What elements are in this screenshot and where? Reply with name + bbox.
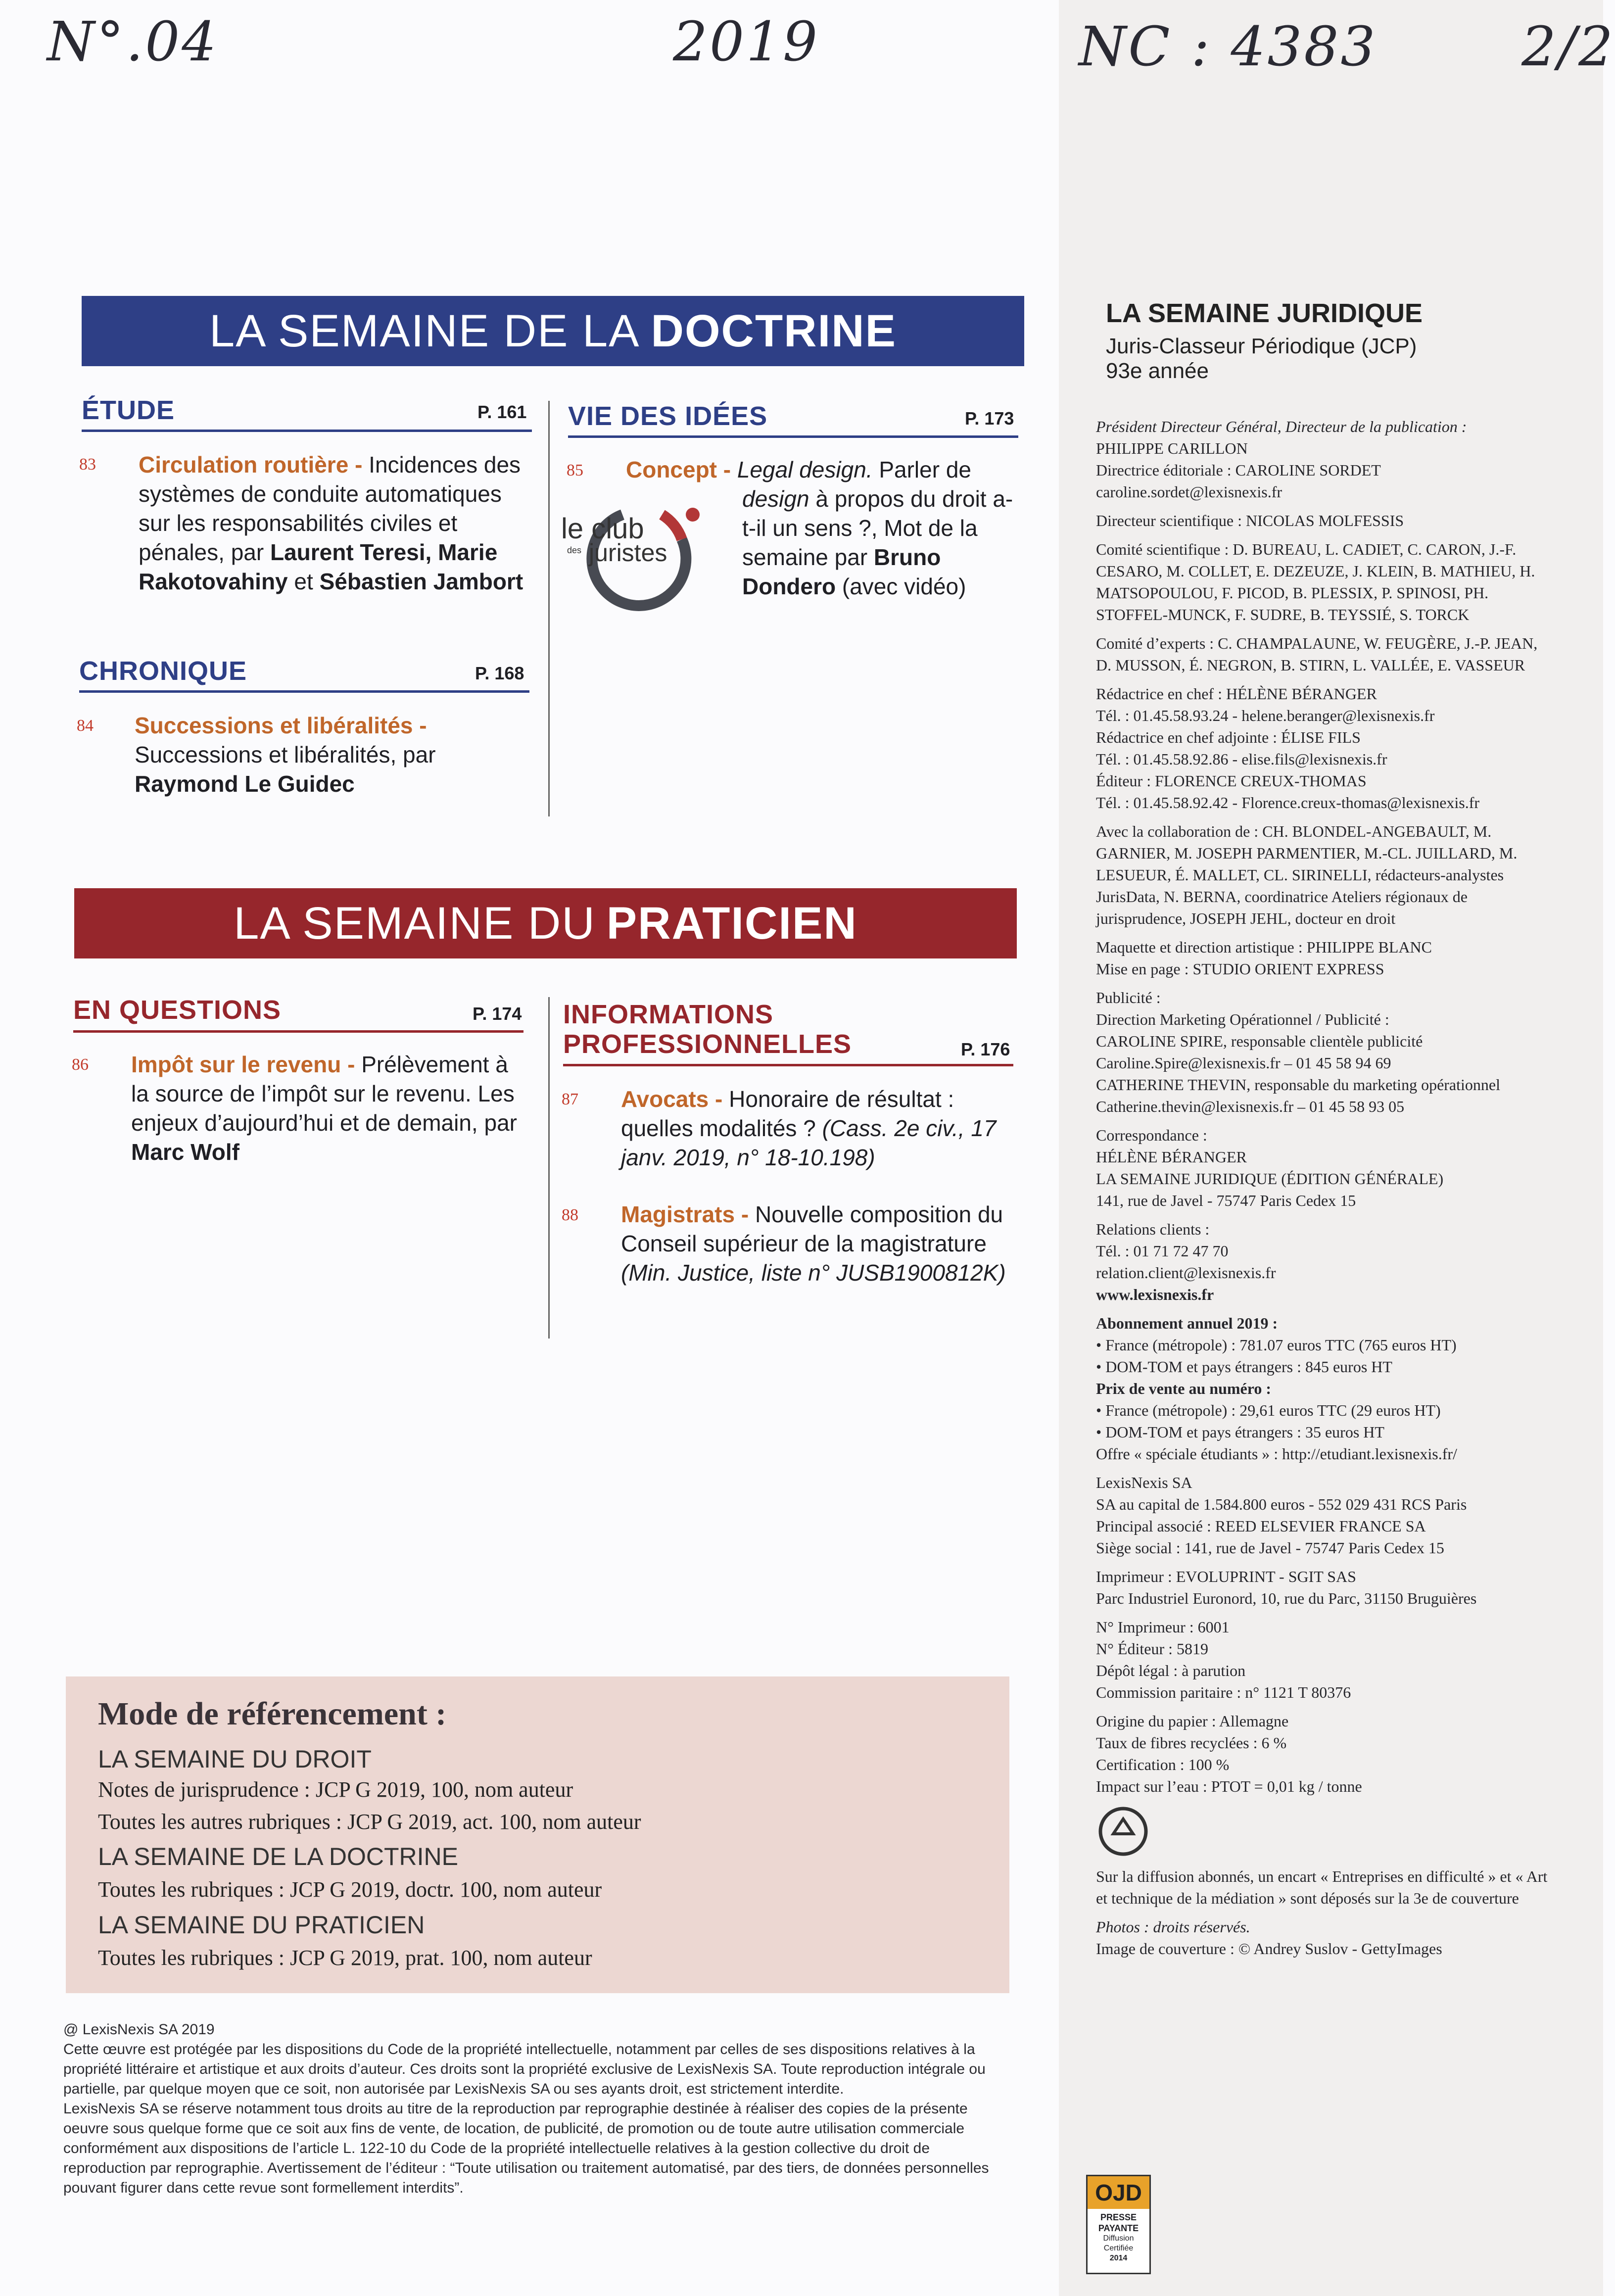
vie-text-1: Parler de — [879, 457, 971, 482]
ref-heading-droit: LA SEMAINE DU DROIT — [98, 1745, 372, 1773]
questions-keyword: Impôt sur le revenu - — [131, 1052, 355, 1077]
item-num-88: 88 — [562, 1206, 578, 1224]
infos-title-1: INFORMATIONS — [563, 1000, 773, 1029]
ojd-certifiee: Certifiée — [1103, 2244, 1134, 2252]
questions-author: Marc Wolf — [131, 1139, 239, 1165]
item-num-85: 85 — [567, 461, 583, 479]
magistrats-keyword: Magistrats - — [621, 1201, 749, 1227]
avocats-ref: (Cass. 2e civ., 17 janv. 2019, n° 18-10.198) — [621, 1115, 997, 1170]
mast-pub-thevin: CATHERINE THEVIN, responsable du marketing opérationnel — [1096, 1076, 1500, 1094]
mast-rel-label: Relations clients : — [1096, 1220, 1210, 1238]
mast-rel-tel[interactable]: Tél. : 01 71 72 47 70 — [1096, 1242, 1229, 1260]
praticien-banner-bold: PRATICIEN — [606, 898, 857, 949]
mast-prix-france: • France (métropole) : 29,61 euros TTC (29 euros HT) — [1096, 1401, 1441, 1419]
infos-page: P. 176 — [961, 1039, 1010, 1059]
mast-imprimeur: Imprimeur : EVOLUPRINT - SGIT SAS — [1096, 1568, 1356, 1585]
infos-rule — [563, 1064, 1013, 1066]
ref-line-2: Toutes les autres rubriques : JCP G 2019, act. 100, nom auteur — [98, 1810, 641, 1834]
vie-page: P. 173 — [965, 408, 1014, 429]
mast-dir-edit: Directrice éditoriale : CAROLINE SORDET — [1096, 461, 1381, 479]
club-logo-text-2: des — [567, 545, 582, 555]
handwritten-part: 2/2 — [1521, 15, 1615, 78]
mast-papier-origine: Origine du papier : Allemagne — [1096, 1712, 1289, 1730]
etude-and: et — [294, 569, 313, 594]
mast-collaboration: Avec la collaboration de : CH. BLONDEL-ANGEBAULT, M. GARNIER, M. JOSEPH PARMENTIER, M.-CL. JUILLARD, M. LESUEUR, É. MALLET, CL. SIRINELLI, rédacteurs-analystes JurisData, N. BERNA, coordinatrice Ateliers régionaux de jurisprudence, JOSEPH JEHL, docteur en droit — [1096, 822, 1518, 927]
chronique-item[interactable] — [135, 711, 521, 799]
masthead-subtitle — [1106, 334, 1417, 383]
mast-num-imprimeur: N° Imprimeur : 6001 — [1096, 1618, 1230, 1636]
mast-comite-sci: Comité scientifique : D. BUREAU, L. CADIET, C. CARON, J.-F. CESARO, M. COLLET, E. DEZEUZE, J. KLEIN, B. MATHIEU, H. MATSOPOULOU, F. PICOD, B. PLESSIX, P. SPINOSI, PH. STOFFEL-MUNCK, F. SUDRE, B. TEYSSIÉ, S. TORCK — [1096, 540, 1535, 623]
item-num-87: 87 — [562, 1090, 578, 1108]
etude-keyword: Circulation routière - — [139, 452, 363, 478]
legal-paragraph-2: LexisNexis SA se réserve notamment tous droits au titre de la reproduction par reprographie destinée à réaliser des copies de la présente oeuvre sous quelque forme que ce soit aux fins de vente, de location, de publicité, de promotion ou de toute autre utilisation commerciale conformément aux dispositions de l’article L. 122-10 du Code de la propriété intellectuelle relatives à la gestion collective du droit de reproduction par reprographie. Avertissement de l’éditeur : “Toute utilisation ou traitement automatisé, par des tiers, de données personnelles pouvant figurer dans cette revue sont formellement interdits”. — [63, 2101, 989, 2196]
praticien-banner — [74, 888, 1017, 958]
mast-siege: Siège social : 141, rue de Javel - 75747 Paris Cedex 15 — [1096, 1539, 1444, 1557]
ojd-diffusion: Diffusion — [1103, 2234, 1134, 2243]
etude-title: ÉTUDE — [82, 395, 175, 425]
item-num-86: 86 — [72, 1055, 89, 1074]
mast-papier-fibres: Taux de fibres recyclées : 6 % — [1096, 1734, 1287, 1752]
item-num-84: 84 — [77, 717, 94, 735]
mast-image-couverture: Image de couverture : © Andrey Suslov - GettyImages — [1096, 1940, 1442, 1958]
vie-text-2: à propos du droit a-t-il un sens ?, Mot de la semaine par — [742, 486, 1013, 570]
doctrine-banner-light: LA SEMAINE DE LA — [209, 305, 640, 356]
chronique-text: Successions et libéralités, — [135, 742, 397, 767]
etude-author2: Sébastien Jambort — [319, 569, 523, 594]
mast-rel-email[interactable]: relation.client@lexisnexis.fr — [1096, 1264, 1276, 1282]
mast-associe: Principal associé : REED ELSEVIER FRANCE SA — [1096, 1517, 1426, 1535]
mast-photos: Photos : droits réservés. — [1096, 1918, 1250, 1936]
infos-item-avocats[interactable] — [621, 1085, 1017, 1172]
mast-pub-spire: CAROLINE SPIRE, responsable clientèle publicité — [1096, 1032, 1423, 1050]
praticien-banner-light: LA SEMAINE DU — [234, 898, 596, 949]
chronique-page: P. 168 — [475, 663, 524, 683]
mast-pdg-name: PHILIPPE CARILLON — [1096, 439, 1248, 457]
etude-item[interactable] — [139, 450, 524, 596]
mast-mise-en-page: Mise en page : STUDIO ORIENT EXPRESS — [1096, 960, 1384, 978]
mast-dir-edit-email[interactable]: caroline.sordet@lexisnexis.fr — [1096, 483, 1282, 501]
handwritten-number: N°.04 — [47, 10, 219, 73]
club-des-juristes-logo — [563, 495, 712, 619]
chronique-title: CHRONIQUE — [79, 656, 247, 686]
vie-rule — [568, 435, 1018, 438]
mast-editeur: Éditeur : FLORENCE CREUX-THOMAS — [1096, 772, 1367, 790]
ref-line-3: Toutes les rubriques : JCP G 2019, doctr. 100, nom auteur — [98, 1877, 602, 1902]
recycle-icon — [1096, 1804, 1150, 1859]
mast-encart: Sur la diffusion abonnés, un encart « Entreprises en difficulté » et « Art et technique de la médiation » sont déposés sur la 3e de couverture — [1096, 1867, 1548, 1907]
magistrats-text: Nouvelle composition du Conseil supérieur de la magistrature — [621, 1201, 1003, 1256]
infos-title — [563, 1000, 852, 1059]
mast-comite-experts: Comité d’experts : C. CHAMPALAUNE, W. FEUGÈRE, J.-P. JEAN, D. MUSSON, É. NEGRON, B. STIRN, L. VALLÉE, E. VASSEUR — [1096, 634, 1538, 674]
avocats-keyword: Avocats - — [621, 1086, 723, 1112]
ref-heading-praticien: LA SEMAINE DU PRATICIEN — [98, 1911, 425, 1939]
mast-abo-france: • France (métropole) : 781.07 euros TTC (765 euros HT) — [1096, 1336, 1457, 1354]
mast-redac-adj: Rédactrice en chef adjointe : ÉLISE FILS — [1096, 728, 1361, 746]
club-logo-text-1: le club — [561, 513, 644, 545]
ref-heading-doctrine: LA SEMAINE DE LA DOCTRINE — [98, 1843, 458, 1870]
vie-legal-design: Legal design. — [737, 457, 873, 482]
ref-line-1: Notes de jurisprudence : JCP G 2019, 100, nom auteur — [98, 1777, 573, 1802]
vie-title: VIE DES IDÉES — [568, 401, 768, 431]
chronique-author: Raymond Le Guidec — [135, 771, 355, 797]
ojd-badge — [1086, 2175, 1151, 2274]
mast-capital: SA au capital de 1.584.800 euros - 552 029 431 RCS Paris — [1096, 1495, 1467, 1513]
ojd-logo-text: OJD — [1088, 2176, 1149, 2209]
masthead-sub: Juris-Classeur Périodique (JCP) — [1106, 334, 1417, 358]
vie-keyword: Concept - — [626, 457, 731, 482]
mast-website-link[interactable]: www.lexisnexis.fr — [1096, 1286, 1214, 1303]
masthead-title: LA SEMAINE JURIDIQUE — [1106, 298, 1423, 328]
mast-imprimeur-address: Parc Industriel Euronord, 10, rue du Parc, 31150 Bruguières — [1096, 1589, 1477, 1607]
mast-pub-direction: Direction Marketing Opérationnel / Publicité : — [1096, 1010, 1389, 1028]
mast-maquette: Maquette et direction artistique : PHILIPPE BLANC — [1096, 938, 1432, 956]
praticien-column-divider — [548, 997, 550, 1339]
vie-tail: (avec vidéo) — [842, 574, 966, 599]
mast-papier-certif: Certification : 100 % — [1096, 1756, 1230, 1773]
chronique-keyword: Successions et libéralités - — [135, 713, 427, 738]
questions-title: EN QUESTIONS — [73, 995, 282, 1025]
mast-abonnement: Abonnement annuel 2019 : — [1096, 1314, 1278, 1332]
mast-redac-adj-contact[interactable]: Tél. : 01.45.58.92.86 - elise.fils@lexisnexis.fr — [1096, 750, 1387, 768]
etude-text: Incidences des systèmes de conduite automatiques sur les responsabilités civiles et pénales, par — [139, 452, 521, 565]
handwritten-year: 2019 — [673, 10, 819, 73]
chronique-rule — [79, 690, 529, 693]
doctrine-column-divider — [548, 401, 550, 816]
mast-pub-spire-contact[interactable]: Caroline.Spire@lexisnexis.fr – 01 45 58 94 69 — [1096, 1054, 1391, 1072]
mast-depot-legal: Dépôt légal : à parution — [1096, 1662, 1246, 1679]
ojd-year: 2014 — [1109, 2254, 1128, 2262]
magistrats-ref: (Min. Justice, liste n° JUSB1900812K) — [621, 1260, 1006, 1286]
mast-pub-label: Publicité : — [1096, 989, 1161, 1006]
mast-corresp-pub: LA SEMAINE JURIDIQUE (ÉDITION GÉNÉRALE) — [1096, 1170, 1444, 1188]
ojd-payante: PAYANTE — [1098, 2223, 1139, 2233]
mast-redac-chef-contact[interactable]: Tél. : 01.45.58.93.24 - helene.beranger@lexisnexis.fr — [1096, 707, 1435, 724]
chronique-par: par — [403, 742, 436, 767]
avocats-text: Honoraire de résultat : quelles modalités ? — [621, 1086, 954, 1141]
infos-title-2: PROFESSIONNELLES — [563, 1029, 852, 1059]
vie-item-cont[interactable] — [742, 484, 1019, 601]
etude-authors: Laurent Teresi, Marie Rakotovahiny — [139, 539, 498, 594]
mast-dir-sci: Directeur scientifique : NICOLAS MOLFESSIS — [1096, 512, 1404, 529]
recycle-icon-wrap — [1096, 1804, 1551, 1859]
referencement-title: Mode de référencement : — [98, 1696, 447, 1732]
masthead-body — [1096, 416, 1551, 1966]
handwritten-nc: NC : 4383 — [1079, 15, 1378, 78]
item-num-83: 83 — [79, 455, 96, 474]
masthead-annee: 93e année — [1106, 359, 1209, 383]
infos-item-magistrats[interactable] — [621, 1200, 1017, 1288]
vie-design: design — [742, 486, 809, 512]
legal-paragraph-1: Cette œuvre est protégée par les dispositions du Code de la propriété intellectuelle, notamment par celles de ses dispositions relatives à la propriété littéraire et artistique et aux droits d’auteur. Ces droits sont la propriété exclusive de LexisNexis SA. Toute reproduction intégrale ou partielle, par quelque moyen que ce soit, non autorisée par LexisNexis SA ou ses ayants droit, est strictement interdite. — [63, 2041, 986, 2097]
doctrine-banner — [82, 296, 1024, 366]
mast-corresp-label: Correspondance : — [1096, 1126, 1207, 1144]
mast-papier-impact: Impact sur l’eau : PTOT = 0,01 kg / tonne — [1096, 1777, 1362, 1795]
ref-line-4: Toutes les rubriques : JCP G 2019, prat. 100, nom auteur — [98, 1946, 592, 1970]
doctrine-banner-bold: DOCTRINE — [651, 305, 897, 356]
questions-text: Prélèvement à la source de l’impôt sur le revenu. Les enjeux d’aujourd’hui et de demain, par — [131, 1052, 517, 1136]
etude-page: P. 161 — [477, 402, 527, 422]
mast-redac-chef: Rédactrice en chef : HÉLÈNE BÉRANGER — [1096, 685, 1377, 703]
mast-pdg-label: Président Directeur Général, Directeur de la publication : — [1096, 418, 1467, 435]
mast-editeur-contact[interactable]: Tél. : 01.45.58.92.42 - Florence.creux-thomas@lexisnexis.fr — [1096, 794, 1480, 812]
mast-corresp-name: HÉLÈNE BÉRANGER — [1096, 1148, 1247, 1166]
vie-item[interactable] — [626, 455, 1017, 484]
mast-corresp-address: 141, rue de Javel - 75747 Paris Cedex 15 — [1096, 1192, 1356, 1209]
mast-company: LexisNexis SA — [1096, 1474, 1192, 1491]
mast-abo-domtom: • DOM-TOM et pays étrangers : 845 euros HT — [1096, 1358, 1392, 1376]
legal-notice — [63, 2020, 1013, 2198]
referencement-box — [66, 1676, 1009, 1993]
etude-rule — [82, 430, 532, 432]
mast-prix-domtom: • DOM-TOM et pays étrangers : 35 euros HT — [1096, 1423, 1384, 1441]
questions-item[interactable] — [131, 1050, 522, 1167]
mast-offre-etudiants[interactable]: Offre « spéciale étudiants » : http://etudiant.lexisnexis.fr/ — [1096, 1445, 1457, 1463]
mast-num-editeur: N° Éditeur : 5819 — [1096, 1640, 1208, 1658]
questions-rule — [73, 1030, 523, 1033]
mast-commission: Commission paritaire : n° 1121 T 80376 — [1096, 1683, 1351, 1701]
ojd-presse: PRESSE — [1100, 2212, 1137, 2222]
mast-pub-thevin-contact[interactable]: Catherine.thevin@lexisnexis.fr – 01 45 58 93 05 — [1096, 1098, 1405, 1115]
questions-page: P. 174 — [473, 1004, 522, 1024]
mast-prix-label: Prix de vente au numéro : — [1096, 1380, 1272, 1397]
legal-copyright: @ LexisNexis SA 2019 — [63, 2021, 215, 2038]
club-logo-text-3: juristes — [589, 539, 667, 567]
vie-author: Bruno Dondero — [742, 544, 941, 599]
